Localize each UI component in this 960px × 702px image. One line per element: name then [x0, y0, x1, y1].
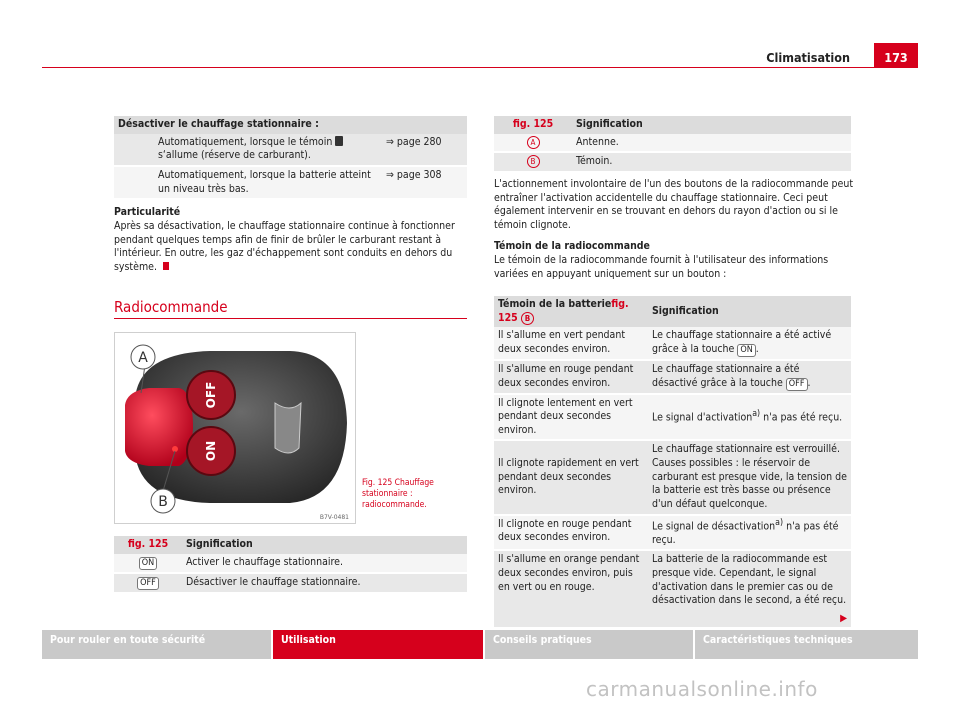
brand-logo	[275, 403, 301, 453]
watermark: carmanualsonline.info	[586, 677, 818, 701]
table-cell	[648, 327, 851, 360]
page-ref-link[interactable]: ⇒ page 280	[382, 134, 467, 166]
on-button-label: ON	[204, 440, 218, 462]
table-row	[494, 327, 851, 360]
off-button-label: OFF	[204, 381, 218, 409]
footnote-marker: a)	[752, 408, 761, 419]
temoin-paragraph: Le témoin de la radiocommande fournit à l'utilisateur des informations variées en appuyant uniquement sur un bouton :	[494, 254, 829, 280]
cell-text: n'a pas été reçu.	[760, 411, 843, 424]
table-cell: Activer le chauffage stationnaire.	[182, 554, 467, 573]
particularite-heading: Particularité	[114, 206, 181, 218]
page-header-title: Climatisation	[766, 50, 850, 65]
table-cell: Le chauffage stationnaire est verrouillé. Causes possibles : le réservoir de carburant est presque vide, la tension de la batterie est très basse ou présence d'un défaut quelconque.	[648, 440, 851, 514]
signification-header: Signification	[648, 296, 851, 327]
table-row	[494, 360, 851, 394]
table-cell: Témoin.	[572, 152, 851, 171]
table-cell	[648, 360, 851, 394]
table-cell: Il clignote en rouge pendant deux secondes environ.	[494, 515, 648, 551]
signification-header: Signification	[182, 536, 467, 554]
on-key-icon: ON	[737, 344, 755, 357]
table-row	[114, 166, 467, 198]
table-row	[114, 134, 467, 166]
page-ref-link[interactable]: ⇒ page 308	[382, 166, 467, 198]
temoin-col-header-text: Témoin de la batterie	[498, 298, 612, 310]
cell-text: .	[755, 342, 759, 355]
deactivate-row1-text-a: Automatiquement, lorsque le témoin	[158, 135, 336, 148]
antenna-shape	[125, 388, 193, 466]
footer-tab-utilisation[interactable]: Utilisation	[273, 630, 483, 659]
cell-text: .	[807, 376, 811, 389]
table-cell: Antenne.	[572, 134, 851, 153]
off-key-icon: OFF	[786, 378, 808, 391]
section-title: Radiocommande	[114, 298, 228, 316]
footnote-marker: a)	[775, 517, 784, 528]
cell-text: La batterie de la radiocommande est presque vide. Cependant, le signal d'activation dans le premier cas ou de désactivation dans le second, a été reçu.	[652, 553, 847, 607]
footer-tab-caracteristiques[interactable]: Caractéristiques techniques	[695, 630, 918, 659]
cell-text: Le chauffage stationnaire a été désactivé grâce à la touche	[652, 362, 800, 389]
table-cell: Il s'allume en orange pendant deux secondes environ, puis en vert ou en rouge.	[494, 550, 648, 627]
callout-b-icon: B	[521, 312, 534, 325]
table-cell	[648, 550, 851, 627]
particularite-body	[114, 220, 474, 275]
off-key-icon: OFF	[137, 577, 159, 590]
fig-ref-header: fig. 125	[494, 116, 572, 134]
temoin-heading: Témoin de la radiocommande	[494, 240, 650, 252]
deactivate-table	[114, 116, 467, 198]
footer-tab-securite[interactable]: Pour rouler en toute sécurité	[42, 630, 271, 659]
table-row	[114, 573, 467, 592]
figure-caption: Fig. 125 Chauffage stationnaire : radiocommande.	[362, 478, 434, 511]
cell-text: Le signal de désactivation	[652, 520, 776, 533]
fig-table-left	[114, 536, 467, 592]
continue-arrow-icon: ▶	[840, 613, 847, 625]
particularite-text: Après sa désactivation, le chauffage stationnaire continue à fonctionner pendant quelques temps afin de finir de brûler le carburant restant à l'intérieur. En outre, les gaz d'échappement sont conduits en dehors du système.	[114, 220, 455, 273]
fuel-warning-icon	[335, 136, 343, 146]
fig-ref-link[interactable]: fig. 125	[498, 298, 629, 324]
temoin-table	[494, 296, 851, 627]
callout-a-icon: A	[527, 136, 540, 149]
deactivate-table-heading: Désactiver le chauffage stationnaire :	[114, 116, 467, 134]
fig-ref-header: fig. 125	[114, 536, 182, 554]
section-rule	[114, 318, 467, 319]
remote-control-illustration	[115, 333, 355, 523]
table-row	[494, 152, 851, 171]
callout-b-label: B	[158, 494, 168, 510]
deactivate-row1-text-b: s‘allume (réserve de carburant).	[158, 149, 311, 162]
table-row	[494, 440, 851, 514]
table-row	[494, 515, 851, 551]
callout-a-label: A	[138, 350, 148, 366]
temoin-col-header	[494, 296, 648, 327]
page-number: 173	[874, 43, 918, 68]
table-cell: Il s'allume en rouge pendant deux secondes environ.	[494, 360, 648, 394]
end-marker-icon	[163, 262, 169, 270]
table-row	[494, 134, 851, 153]
on-key-icon: ON	[139, 557, 157, 570]
deactivate-row2-text: Automatiquement, lorsque la batterie atteint un niveau très bas.	[154, 166, 382, 198]
cell-text: n'a pas été reçu.	[652, 520, 839, 546]
cell-text: Le chauffage stationnaire a été activé grâce à la touche	[652, 329, 832, 355]
figure-code: B7V-0481	[319, 514, 349, 521]
footer-tab-conseils[interactable]: Conseils pratiques	[485, 630, 693, 659]
table-cell: Il clignote rapidement en vert pendant deux secondes environ.	[494, 440, 648, 514]
cell-text: Le signal d'activation	[652, 411, 753, 424]
fig-table-right	[494, 116, 851, 171]
table-cell	[648, 515, 851, 551]
table-cell: Il s'allume en vert pendant deux secondes environ.	[494, 327, 648, 360]
actionnement-paragraph: L'actionnement involontaire de l'un des boutons de la radiocommande peut entraîner l'activation accidentelle du chauffage stationnaire. Ceci peut également intervenir en se trouvant en dehors du rayon d'action ou si le témoin clignote.	[494, 178, 854, 231]
table-cell	[648, 394, 851, 441]
header-rule	[42, 67, 918, 68]
table-row	[114, 554, 467, 573]
table-cell: Il clignote lentement en vert pendant deux secondes environ.	[494, 394, 648, 441]
callout-b-icon: B	[527, 155, 540, 168]
table-row	[494, 394, 851, 441]
signification-header: Signification	[572, 116, 851, 134]
remote-control-figure	[114, 332, 356, 524]
table-row	[494, 550, 851, 627]
table-cell: Désactiver le chauffage stationnaire.	[182, 573, 467, 592]
